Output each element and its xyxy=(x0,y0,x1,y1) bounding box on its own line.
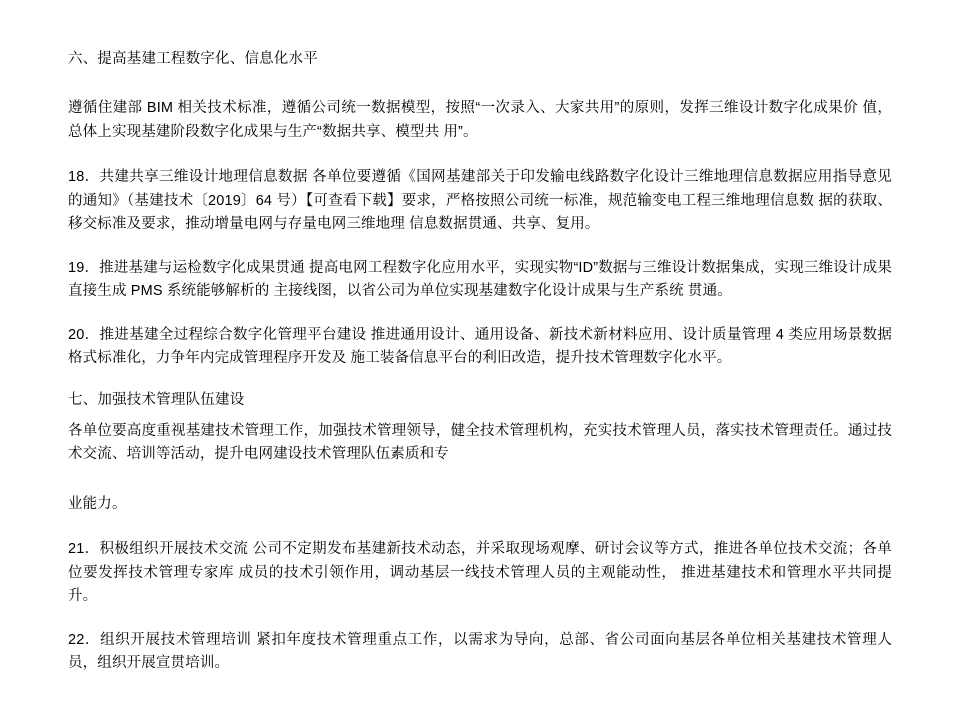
spacer xyxy=(68,371,892,389)
paragraph-team-building: 各单位要高度重视基建技术管理工作，加强技术管理领导，健全技术管理机构，充实技术管理人员，落实技术管理责任。通过技术交流、培训等活动，提升电网建设技术管理队伍素质和专 xyxy=(68,422,892,463)
section-heading-six: 六、提高基建工程数字化、信息化水平 xyxy=(68,51,318,67)
spacer xyxy=(68,71,892,97)
document-body xyxy=(68,48,892,676)
spacer xyxy=(68,467,892,493)
spacer xyxy=(68,237,892,257)
paragraph-bim-standards: 遵循住建部 BIM 相关技术标准，遵循公司统一数据模型，按照“一次录入、大家共用”的原则，发挥三维设计数字化成果价 值，总体上实现基建阶段数字化成果与生产“数据共享、模型共 用”。 xyxy=(68,100,892,140)
spacer xyxy=(68,412,892,420)
spacer xyxy=(68,609,892,629)
paragraph-team-building-continued: 业能力。 xyxy=(68,495,127,512)
spacer xyxy=(68,144,892,166)
spacer xyxy=(68,304,892,324)
spacer xyxy=(68,516,892,538)
paragraph-item-19: 19．推进基建与运检数字化成果贯通 提高电网工程数字化应用水平，实现实物“ID”数据与三维设计数据集成，实现三维设计成果直接生成 PMS 系统能够解析的 主接线图，以省公司为单位实现基建数字化设计成果与生产系统 贯通。 xyxy=(68,259,892,300)
paragraph-item-20: 20．推进基建全过程综合数字化管理平台建设 推进通用设计、通用设备、新技术新材料应用、设计质量管理 4 类应用场景数据格式标准化，力争年内完成管理程序开发及 施工装备信息平台的利旧改造，提升技术管理数字化水平。 xyxy=(68,326,892,367)
paragraph-item-22: 22．组织开展技术管理培训 紧扣年度技术管理重点工作，以需求为导向，总部、省公司面向基层各单位相关基建技术管理人员，组织开展宣贯培训。 xyxy=(68,631,892,672)
paragraph-item-18: 18．共建共享三维设计地理信息数据 各单位要遵循《国网基建部关于印发输电线路数字化设计三维地理信息数据应用指导意见的通知》（基建技术〔2019〕64 号）【可查看下载】要求，严格按照公司统一标准，规范输变电工程三维地理信息数 据的获取、移交标准及要求，推动增量电网与存量电网三维地理 信息数据贯通、共享、复用。 xyxy=(68,169,892,233)
section-heading-seven: 七、加强技术管理队伍建设 xyxy=(68,391,245,408)
paragraph-item-21: 21．积极组织开展技术交流 公司不定期发布基建新技术动态，并采取现场观摩、研讨会议等方式，推进各单位技术交流；各单位要发挥技术管理专家库 成员的技术引领作用，调动基层一线技术管理人员的主观能动性， 推进基建技术和管理水平共同提升。 xyxy=(68,541,892,605)
